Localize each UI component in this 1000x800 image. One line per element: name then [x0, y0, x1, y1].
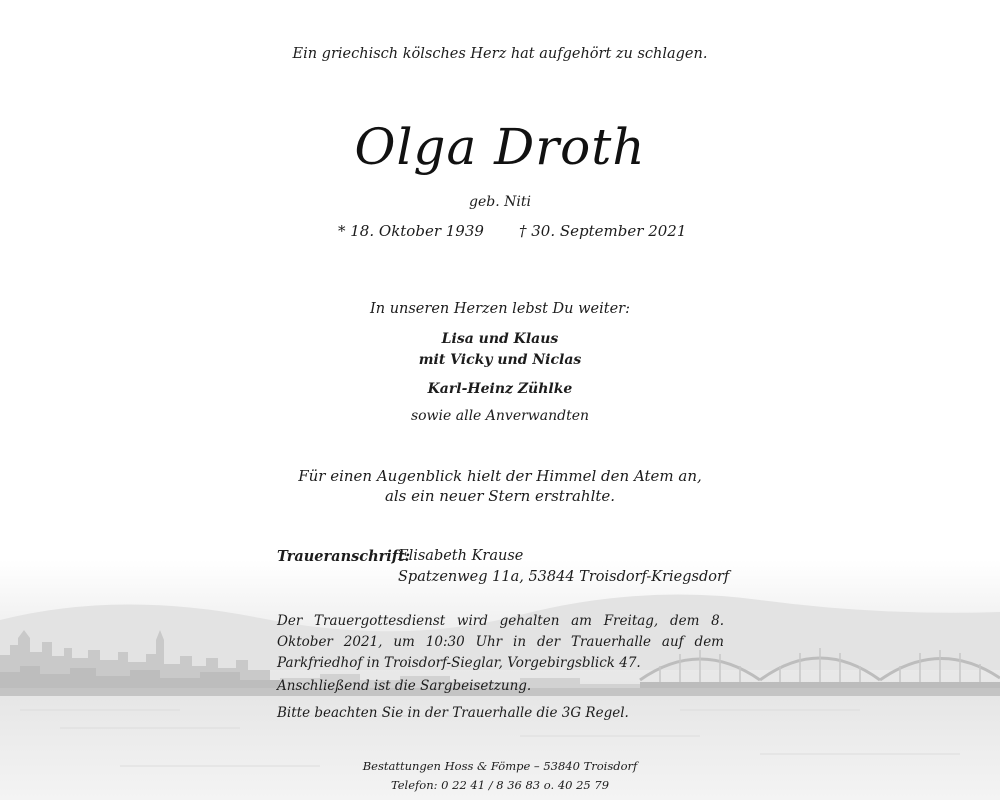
- quote-line: als ein neuer Stern erstrahlte.: [384, 487, 616, 505]
- mourners-heading: In unseren Herzen lebst Du weiter:: [370, 301, 630, 317]
- mourning-address-label: Traueranschrift:: [277, 548, 411, 565]
- mourning-address-street: Spatzenweg 11a, 53844 Troisdorf-Kriegsdorf: [398, 569, 730, 585]
- funeral-home-phone: Telefon: 0 22 41 / 8 36 83 o. 40 25 79: [390, 778, 610, 792]
- mourner-line: Karl-Heinz Zühlke: [427, 381, 573, 397]
- 3g-rule-note: Bitte beachten Sie in der Trauerhalle die 3G Regel.: [277, 705, 629, 721]
- service-details: Der Trauergottesdienst wird gehalten am Freitag, dem 8. Oktober 2021, um 10:30 Uhr in der Trauerhalle auf dem Parkfriedhof in Troisdorf-Sieglar, Vorgebirgsblick 47.: [277, 613, 724, 671]
- death-date: † 30. September 2021: [519, 222, 687, 240]
- deceased-name: Olga Droth: [354, 118, 646, 176]
- funeral-home-name: Bestattungen Hoss & Fömpe – 53840 Troisdorf: [362, 759, 638, 773]
- mourner-line: mit Vicky und Niclas: [418, 352, 582, 368]
- relatives-line: sowie alle Anverwandten: [410, 408, 590, 424]
- mourner-line: Lisa und Klaus: [441, 331, 559, 347]
- maiden-name: geb. Niti: [469, 194, 531, 210]
- birth-date: * 18. Oktober 1939: [338, 222, 484, 240]
- mourning-address-name: Elisabeth Krause: [398, 548, 524, 564]
- burial-note: Anschließend ist die Sargbeisetzung.: [277, 678, 532, 694]
- intro-line: Ein griechisch kölsches Herz hat aufgehört zu schlagen.: [292, 46, 708, 62]
- quote-line: Für einen Augenblick hielt der Himmel den Atem an,: [298, 467, 702, 485]
